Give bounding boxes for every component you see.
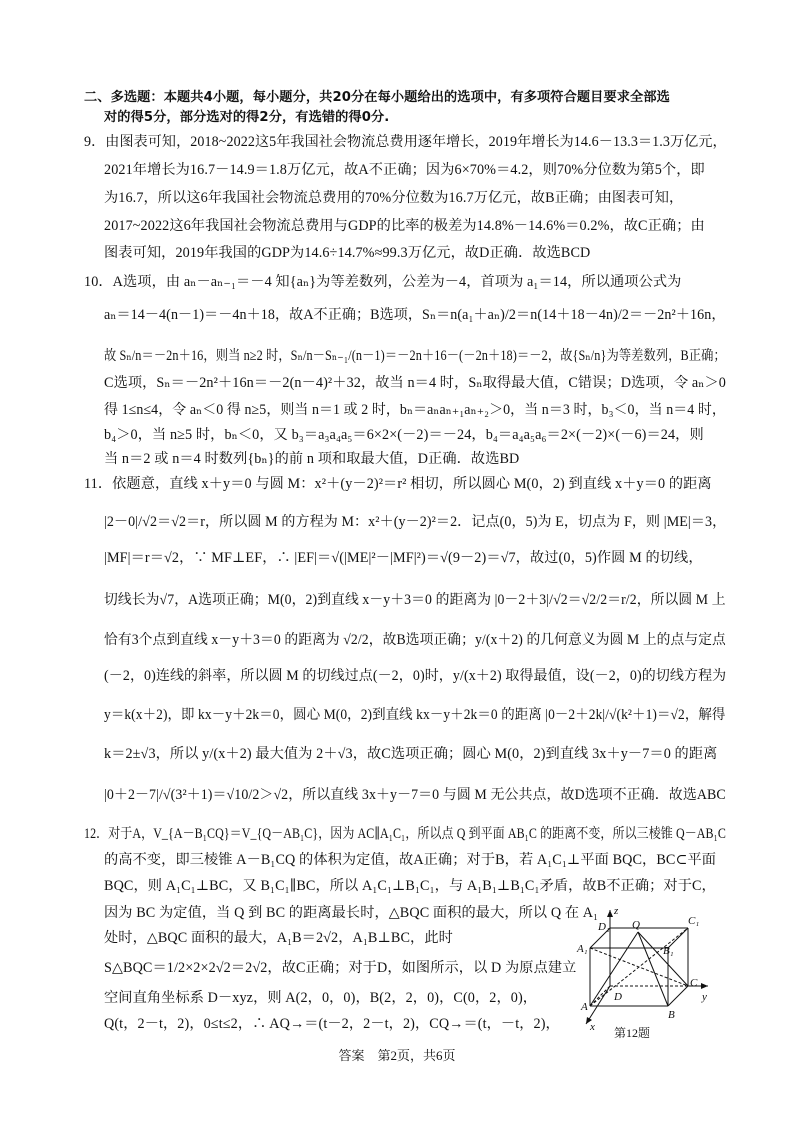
label-C1: C₁	[688, 915, 700, 927]
label-B: B	[668, 1009, 675, 1021]
q10-line: 10．A选项，由 aₙ－aₙ₋₁＝－4 知{aₙ}为等差数列，公差为－4，首项为 a₁＝14，所以通项公式为	[84, 274, 682, 290]
q12-line: 的高不变，即三棱锥 A－B₁CQ 的体积为定值，故A正确；对于B，若 A₁C₁⊥平面 BQC，BC⊂平面	[104, 852, 717, 868]
label-A: A	[581, 1001, 588, 1013]
label-z: z	[614, 906, 619, 917]
q12-line: S△BQC＝1/2×2×2√2＝2√2，故C正确；对于D，如图所示，以 D 为原点建立	[104, 960, 577, 976]
q12-line: BQC，则 A₁C₁⊥BC，又 B₁C₁∥BC，所以 A₁C₁⊥B₁C₁，与 A₁B₁⊥B₁C₁矛盾，故B不正确；对于C，	[104, 878, 716, 894]
q11-line: |MF|＝r＝√2，∵ MF⊥EF，∴ |EF|＝√(|ME|²－|MF|²)＝√(9－2)＝√7，故过(0，5)作圆 M 的切线，	[104, 550, 703, 566]
q11-line: 切线长为√7，A选项正确；M(0，2)到直线 x－y＋3＝0 的距离为 |0－2＋3|/√2＝√2/2＝r/2，所以圆 M 上	[104, 592, 726, 608]
label-D1: D₁	[598, 921, 610, 933]
label-A1: A₁	[577, 943, 588, 955]
q11-line: 11．依题意，直线 x＋y＝0 与圆 M：x²＋(y－2)²＝r² 相切，所以圆心 M(0，2) 到直线 x＋y＝0 的距离	[84, 476, 712, 492]
q10-line: C选项，Sₙ＝－2n²＋16n＝－2(n－4)²＋32，故当 n＝4 时，Sₙ取得最大值，C错误；D选项，令 aₙ＞0	[104, 375, 727, 391]
q12-line: 空间直角坐标系 D－xyz，则 A(2，0，0)，B(2，2，0)，C(0，2，0)，	[104, 990, 538, 1006]
q10-line: 故 Sₙ/n＝－2n＋16，则当 n≥2 时，Sₙ/n－Sₙ₋₁/(n－1)＝－2n＋16－(－2n＋18)＝－2，故{Sₙ/n}为等差数列，B正确；	[104, 348, 726, 364]
figure-caption: 第12题	[614, 1026, 651, 1040]
label-y: y	[702, 991, 707, 1003]
q10-line: aₙ＝14－4(n－1)＝－4n＋18，故A不正确；B选项，Sₙ＝n(a₁＋aₙ)/2＝n(14＋18－4n)/2＝－2n²＋16n，	[104, 307, 726, 323]
label-B1: B₁	[663, 945, 674, 957]
section-header-line2: 对的得5分，部分选对的得2分，有选错的得0分.	[104, 110, 390, 125]
q9-line: 9．由图表可知，2018~2022这5年我国社会物流总费用逐年增长，2019年增长为14.6－13.3＝1.3万亿元，	[84, 134, 727, 150]
q12-line: 处时，△BQC 面积的最大，A₁B＝2√2，A₁B⊥BC，此时	[104, 930, 453, 946]
section-header-line1: 二、多选题：本题共4小题，每小题分，共20分在每小题给出的选项中，有多项符合题目要求全部选	[84, 90, 670, 105]
label-C: C	[690, 977, 698, 989]
q11-line: (－2，0)连线的斜率，所以圆 M 的切线过点(－2，0)时，y/(x＋2) 取得最值，设(－2，0)的切线方程为	[104, 668, 727, 684]
q9-line: 为16.7，所以这6年我国社会物流总费用的70%分位数为16.7万亿元，故B正确；由图表可知，	[104, 190, 684, 206]
label-Q: Q	[632, 919, 640, 931]
q10-line: b₄＞0，当 n≥5 时，bₙ＜0，又 b₃＝a₃a₄a₅＝6×2×(－2)＝－24，b₄＝a₄a₅a₆＝2×(－2)×(－6)＝24，则	[104, 427, 704, 443]
q9-line: 2017~2022这6年我国社会物流总费用与GDP的比率的极差为14.8%－14.6%＝0.2%，故C正确；由	[104, 218, 705, 234]
cube-figure	[576, 906, 714, 1042]
label-x: x	[590, 1021, 595, 1033]
page-footer: 答案 第2页，共6页	[338, 1048, 456, 1063]
q12-line: Q(t，2－t，2)，0≤t≤2，∴ AQ→＝(t－2，2－t，2)，CQ→＝(t，－t，2)，	[104, 1016, 560, 1032]
q9-line: 图表可知，2019年我国的GDP为14.6÷14.7%≈99.3万亿元，故D正确．故选BCD	[104, 245, 591, 261]
q11-line: k＝2±√3，所以 y/(x＋2) 最大值为 2＋√3，故C选项正确；圆心 M(0，2)到直线 3x＋y－7＝0 的距离	[104, 746, 718, 762]
q11-line: y＝k(x＋2)，即 kx－y＋2k＝0，圆心 M(0，2)到直线 kx－y＋2k＝0 的距离 |0－2＋2k|/√(k²＋1)＝√2，解得	[104, 707, 726, 723]
q9-line: 2021年增长为16.7－14.9＝1.8万亿元，故A不正确；因为6×70%＝4.2，则70%分位数为第5个，即	[104, 162, 705, 178]
q10-line: 当 n＝2 或 n＝4 时数列{bₙ}的前 n 项和取最大值，D正确．故选BD	[104, 451, 520, 467]
q11-line: |0＋2－7|/√(3²＋1)＝√10/2＞√2，所以直线 3x＋y－7＝0 与圆 M 无公共点，故D选项不正确．故选ABC	[104, 787, 726, 803]
q11-line: 恰有3个点到直线 x－y＋3＝0 的距离为 √2/2，故B选项正确；y/(x＋2) 的几何意义为圆 M 上的点与定点	[104, 632, 726, 648]
q11-line: |2－0|/√2＝√2＝r，所以圆 M 的方程为 M：x²＋(y－2)²＝2．记点(0，5)为 E，切点为 F，则 |ME|＝3，	[104, 514, 727, 530]
label-D: D	[614, 991, 622, 1003]
q10-line: 得 1≤n≤4，令 aₙ＜0 得 n≥5，则当 n＝1 或 2 时，bₙ＝aₙaₙ₊₁aₙ₊₂＞0，当 n＝3 时，b₃＜0，当 n＝4 时，	[104, 402, 726, 418]
q12-line: 因为 BC 为定值，当 Q 到 BC 的距离最长时，△BQC 面积的最大，所以 Q 在 A₁	[104, 905, 599, 921]
q12-line: 12．对于A，V_{A－B₁CQ}＝V_{Q－AB₁C}，因为 AC∥A₁C₁，所以点 Q 到平面 AB₁C 的距离不变，所以三棱锥 Q－AB₁C	[84, 826, 726, 842]
